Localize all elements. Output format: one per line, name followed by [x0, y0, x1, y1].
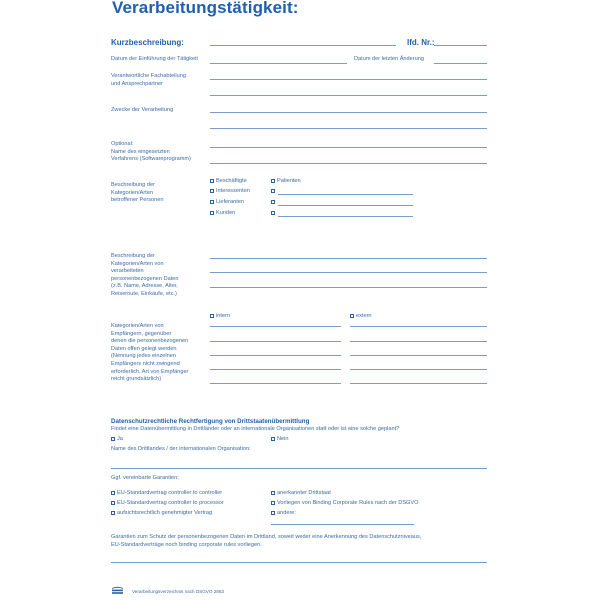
option-nein: Nein: [277, 435, 289, 442]
datum-aenderung-field[interactable]: [434, 63, 487, 64]
checkbox-ja[interactable]: [111, 437, 115, 441]
empfaenger-intern-field-1[interactable]: [210, 326, 341, 327]
option-anerkannter-drittstaat: anerkannter Drittstaat: [277, 489, 331, 496]
empfaenger-extern-field-1[interactable]: [350, 326, 487, 327]
zwecke-label: Zwecke der Verarbeitung: [111, 107, 174, 113]
garantien-note-field[interactable]: [111, 562, 487, 563]
betroffene-label: Beschreibung der Kategorien/Arten betroffener Personen: [111, 182, 164, 204]
option-ja: Ja: [117, 435, 123, 442]
daten-field-2[interactable]: [210, 272, 487, 273]
daten-field-1[interactable]: [210, 258, 487, 259]
checkbox-kunden[interactable]: [210, 211, 214, 215]
page-title: Verarbeitungstätigkeit:: [112, 0, 299, 17]
checkbox-nein[interactable]: [271, 437, 275, 441]
checkbox-eu-c2p[interactable]: [111, 501, 115, 505]
checkbox-genehmigter-vertrag[interactable]: [111, 511, 115, 515]
empfaenger-extern-field-2[interactable]: [350, 341, 487, 342]
kurzbeschreibung-label: Kurzbeschreibung:: [111, 38, 184, 47]
empfaenger-extern-field-5[interactable]: [350, 383, 487, 384]
checkbox-lieferanten[interactable]: [210, 200, 214, 204]
zwecke-field-2[interactable]: [210, 128, 487, 129]
checkbox-personen-other-2[interactable]: [271, 200, 275, 204]
lfd-nr-label: lfd. Nr.:: [407, 38, 435, 47]
empfaenger-extern-field-3[interactable]: [350, 355, 487, 356]
checkbox-interessenten[interactable]: [210, 189, 214, 193]
andere-field[interactable]: [271, 524, 414, 525]
drittstaat-heading: Datenschutzrechtliche Rechtfertigung von Drittstaatenübermittlung: [111, 418, 310, 425]
datum-einfuehrung-label: Datum der Einführung der Tätigkeit: [111, 56, 198, 62]
empfaenger-intern-field-3[interactable]: [210, 355, 341, 356]
checkbox-personen-other-3[interactable]: [271, 211, 275, 215]
drittstaat-question: Findet eine Datenübermittlung in Drittländer oder an internationale Organisationen statt oder ist eine solche geplant?: [111, 426, 400, 432]
option-eu-c2c: EU-Standardvertrag controller to controller: [117, 489, 223, 496]
personen-other-field-1[interactable]: [278, 194, 413, 195]
verfahren-field-2[interactable]: [210, 163, 487, 164]
option-bcr: Vorliegen von Binding Corporate Rules nach der DSGVO: [277, 499, 419, 506]
daten-field-3[interactable]: [210, 287, 487, 288]
option-extern: extern: [356, 312, 372, 319]
verantwortliche-label: Verantwortliche Fachabteilung und Ansprechpartner: [111, 73, 186, 87]
personen-other-field-3[interactable]: [278, 216, 413, 217]
empfaenger-label: Kategorien/Arten von Empfängern, gegenüber denen die personenbezogenen Daten offen gelegt werden (Nennung jedes einzelnen Empfängers nicht zwingend erforderlich, Art von Empfänger reicht grundsätzlich): [111, 323, 189, 383]
verantwortliche-field-2[interactable]: [210, 95, 487, 96]
checkbox-anerkannter-drittstaat[interactable]: [271, 491, 275, 495]
option-kunden: Kunden: [216, 209, 236, 216]
garantien-label: Ggf. vereinbarte Garantien:: [111, 475, 179, 481]
checkbox-patienten[interactable]: [271, 179, 275, 183]
kurzbeschreibung-field[interactable]: [210, 45, 396, 46]
option-intern: intern: [216, 312, 230, 319]
option-patienten: Patienten: [277, 177, 301, 184]
drittland-name-label: Name des Drittlandes / der internationalen Organisation:: [111, 446, 251, 452]
avery-logo-icon: [111, 586, 124, 595]
checkbox-andere[interactable]: [271, 511, 275, 515]
checkbox-intern[interactable]: [210, 314, 214, 318]
checkbox-bcr[interactable]: [271, 501, 275, 505]
checkbox-personen-other-1[interactable]: [271, 189, 275, 193]
option-andere: andere:: [277, 509, 296, 516]
garantien-note: Garantien zum Schutz der personenbezogenen Daten im Drittland, soweit weder eine Anerkennung des Datenschutzniveaus, EU-Standardverträge noch binding corporate rules vorliegen.: [111, 534, 422, 548]
verfahren-field-1[interactable]: [210, 147, 487, 148]
footer-text: Verarbeitungsverzeichnis nach DSGVO 2863: [132, 589, 224, 594]
checkbox-beschaeftigte[interactable]: [210, 179, 214, 183]
option-interessenten: Interessenten: [216, 187, 250, 194]
personen-other-field-2[interactable]: [278, 205, 413, 206]
verfahren-label: Optional: Name des eingesetzten Verfahrens (Softwareprogramm): [111, 141, 191, 163]
option-beschaeftigte: Beschäftigte: [216, 177, 247, 184]
checkbox-extern[interactable]: [350, 314, 354, 318]
empfaenger-intern-field-4[interactable]: [210, 369, 341, 370]
drittland-name-field[interactable]: [111, 468, 487, 469]
option-genehmigter-vertrag: aufsichtsrechtlich genehmigter Vertrag: [117, 509, 213, 516]
datum-aenderung-label: Datum der letzten Änderung: [354, 56, 424, 62]
empfaenger-intern-field-5[interactable]: [210, 383, 341, 384]
option-eu-c2p: EU-Standardvertrag controller to processor: [117, 499, 224, 506]
zwecke-field-1[interactable]: [210, 112, 487, 113]
datum-einfuehrung-field[interactable]: [210, 63, 347, 64]
empfaenger-intern-field-2[interactable]: [210, 341, 341, 342]
option-lieferanten: Lieferanten: [216, 198, 244, 205]
checkbox-eu-c2c[interactable]: [111, 491, 115, 495]
empfaenger-extern-field-4[interactable]: [350, 369, 487, 370]
lfd-nr-field[interactable]: [434, 45, 487, 46]
daten-label: Beschreibung der Kategorien/Arten von verarbeiteten personenbezogenen Daten (z.B. Name, Adresse, Alter, Reiseroute, Einkäufe, etc.): [111, 253, 179, 297]
verantwortliche-field-1[interactable]: [210, 79, 487, 80]
